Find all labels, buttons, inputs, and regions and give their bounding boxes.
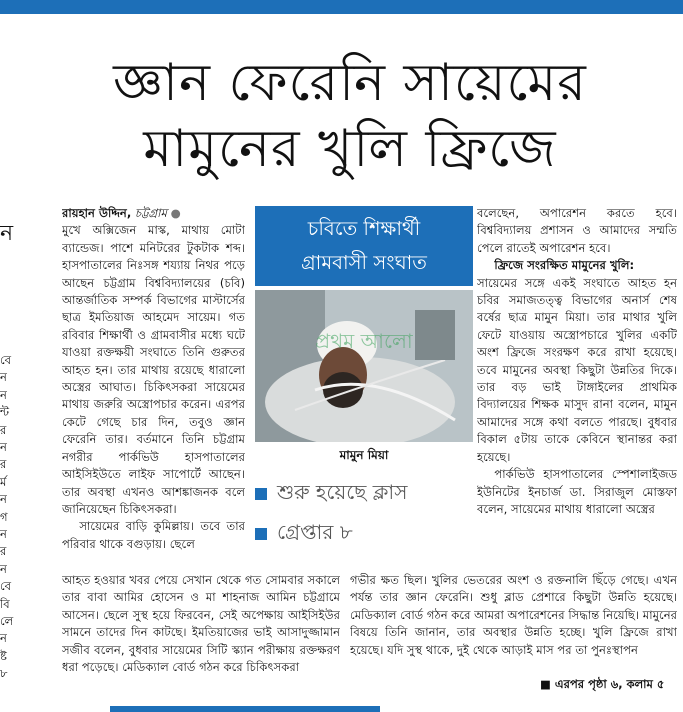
- adjacent-article-fragment: ষ্ট: [0, 648, 7, 663]
- column-1-paragraph-2: সায়েমের বাড়ি কুমিল্লায়। তবে তার পরিবার থাকে বগুড়ায়। ছেলে: [62, 519, 245, 551]
- adjacent-article-fragment: বে: [0, 579, 12, 594]
- article-column-1: [62, 205, 245, 570]
- column-3-paragraph-1: বলেছেন, অপারেশন করতে হবে। বিশ্ববিদ্যালয় প্রশাসন ও আমাদের সম্মতি পেলে রাতেই অপারেশন হবে।: [477, 206, 677, 255]
- adjacent-article-fragment: বি: [0, 596, 10, 611]
- bullet-text: গ্রেপ্তার ৮: [277, 520, 353, 544]
- adjacent-article-fragment: বে: [0, 353, 12, 367]
- kicker-line-2: গ্রামবাসী সংঘাত: [301, 251, 427, 274]
- bottom-color-bar: [110, 706, 380, 712]
- bottom-right-text: গভীর ক্ষত ছিল। খুলির ভেতরের অংশ ও রক্তনালি ছিঁড়ে গেছে। এখন পর্যন্ত তার জ্ঞান ফেরেনি। শুধু ব্লাড প্রেশারে কিছুটা উন্নতি হয়েছে। মেডিক্যাল বোর্ড গঠন করে আমরা অপারেশনের সিদ্ধান্ত নিয়েছি। মামুনের বিষয়ে তিনি জানান, তার অবস্থার উন্নতি হচ্ছে। খুলি ফ্রিজে রাখা হয়েছে। যদি সুস্থ থাকে, দুই থেকে আড়াই মাস পর তা পুনঃস্থাপন: [350, 573, 677, 657]
- adjacent-article-fragment: ন্ট: [0, 405, 10, 420]
- column-3-paragraph-2: সায়েমের সঙ্গে একই সংঘাতে আহত হন চবির সমাজতত্ত্ব বিভাগের অনার্স শেষ বর্ষের ছাত্র মামুন মিয়া। তার মাথার খুলি ফেটে যাওয়ায় অস্ত্রোপচারে খুলির একটি অংশ ফ্রিজে সংরক্ষণ করে রাখা হয়েছে। তবে মামুনের অবস্থা কিছুটা উন্নতির দিকে। তার বড় ভাই টাঙ্গাইলের প্রাথমিক বিদ্যালয়ের শিক্ষক মাসুদ রানা বলেন, মামুন আমাদের সঙ্গে কথা বলতে পারছে। বুধবার বিকাল ৫টায় তাকে কেবিনে স্থানান্তর করা হয়েছে।: [477, 275, 677, 464]
- article-column-3: [477, 205, 677, 570]
- adjacent-article-fragment: ন: [0, 631, 7, 646]
- adjacent-article-fragment: র্ম: [0, 474, 7, 489]
- photo-illustration: [255, 290, 473, 442]
- photo-caption: মামুন মিয়া: [339, 448, 389, 462]
- column-1-paragraph-1: মুখে অক্সিজেন মাস্ক, মাথায় মোটা ব্যান্ডেজ। পাশে মনিটরের টুকটাক শব্দ। হাসপাতালের নিঃসঙ্গ শয্যায় নিথর পড়ে আছেন চট্টগ্রাম বিশ্ববিদ্যালয়ের (চবি) আন্তর্জাতিক সম্পর্ক বিভাগের মাস্টার্সের ছাত্র ইমতিয়াজ আহমেদ সায়েম। গত রবিবার শিক্ষার্থী ও গ্রামবাসীর মধ্যে ঘটে যাওয়া রক্তক্ষয়ী সংঘাতে তিনি গুরুতর আহত হন। তার মাথায় রয়েছে ধারালো অস্ত্রের আঘাত। চিকিৎসকরা সায়েমের মাথায় জরুরি অস্ত্রোপচার করেন। এরপর কেটে গেছে চার দিন, তবুও জ্ঞান ফেরেনি তার। বর্তমানে তিনি চট্টগ্রাম নগরীর পার্কভিউ হাসপাতালের আইসিইউতে লাইফ সাপোর্টে আছেন। তার অবস্থা এখনও আশঙ্কাজনক বলে জানিয়েছেন চিকিৎসকরা।: [62, 223, 245, 516]
- adjacent-article-fragment: র: [0, 544, 7, 559]
- bullet-arrests: [255, 518, 353, 551]
- adjacent-article-fragment: ন: [0, 440, 7, 454]
- bottom-left-column: [62, 572, 340, 692]
- column-3-paragraph-3: পার্কভিউ হাসপাতালের স্পেশালাইজড ইউনিটের ইনচার্জ ডা. সিরাজুল মোস্তফা বলেন, সায়েমের মাথায় ধারালো অস্ত্রের: [477, 467, 677, 516]
- bullet-square-icon: [255, 528, 267, 540]
- byline-location: চট্টগ্রাম: [134, 206, 167, 220]
- byline: রায়হান উদ্দিন, চট্টগ্রাম ●: [62, 206, 181, 220]
- adjacent-article-fragment: ন: [0, 492, 7, 507]
- adjacent-article-fragment: ন: [0, 387, 7, 402]
- adjacent-article-fragment: ন: [0, 561, 7, 576]
- bottom-right-column: [350, 572, 677, 674]
- adjacent-article-fragment: ন: [0, 527, 7, 541]
- kicker-line-1: চবিতে শিক্ষার্থী: [307, 217, 421, 240]
- top-color-bar: [0, 0, 683, 14]
- adjacent-article-fragment: ৮: [0, 666, 8, 681]
- kicker-box: [255, 206, 473, 286]
- bullet-text: শুরু হয়েছে ক্লাস: [277, 480, 408, 504]
- headline-line-2: মামুনের খুলি ফ্রিজে: [143, 119, 557, 179]
- bullet-classes-resumed: [255, 478, 407, 511]
- subhead-fridge-skull: ফ্রিজে সংরক্ষিত মামুনের খুলি:: [494, 258, 635, 273]
- photo-mamun: [255, 290, 473, 442]
- adjacent-article-fragment: র: [0, 457, 7, 472]
- adjacent-article-fragment: লে: [0, 614, 14, 628]
- headline-line-1: জ্ঞান ফেরেনি সায়েমের: [113, 53, 587, 113]
- adjacent-article-letter: ন: [0, 221, 14, 246]
- adjacent-article-fragment: গ: [0, 509, 8, 524]
- adjacent-article-fragment: র: [0, 422, 7, 437]
- watermark: প্রথম আলো: [315, 329, 413, 353]
- adjacent-article-fragment: ন: [0, 370, 7, 385]
- continuation-note: ■ এরপর পৃষ্ঠা ৬, কলাম ৫: [540, 677, 665, 691]
- bottom-left-text: আহত হওয়ার খবর পেয়ে সেখান থেকে গত সোমবার সকালে তার বাবা আমির হোসেন ও মা শাহনাজ আমিন চট্টগ্রামে আসেন। ছেলে সুস্থ হয়ে ফিরবেন, সেই অপেক্ষায় আইসিইউর সামনে তাদের দিন কাটছে। ইমতিয়াজের ভাই আসাদুজ্জামান সজীব বলেন, বুধবার সায়েমের সিটি স্ক্যান পরীক্ষায় রক্তক্ষরণ ধরা পড়েছে। মেডিক্যাল বোর্ড গঠন করে চিকিৎসকরা: [62, 573, 340, 675]
- bullet-square-icon: [255, 488, 267, 500]
- byline-name: রায়হান উদ্দিন,: [62, 206, 132, 220]
- headline: [40, 50, 660, 182]
